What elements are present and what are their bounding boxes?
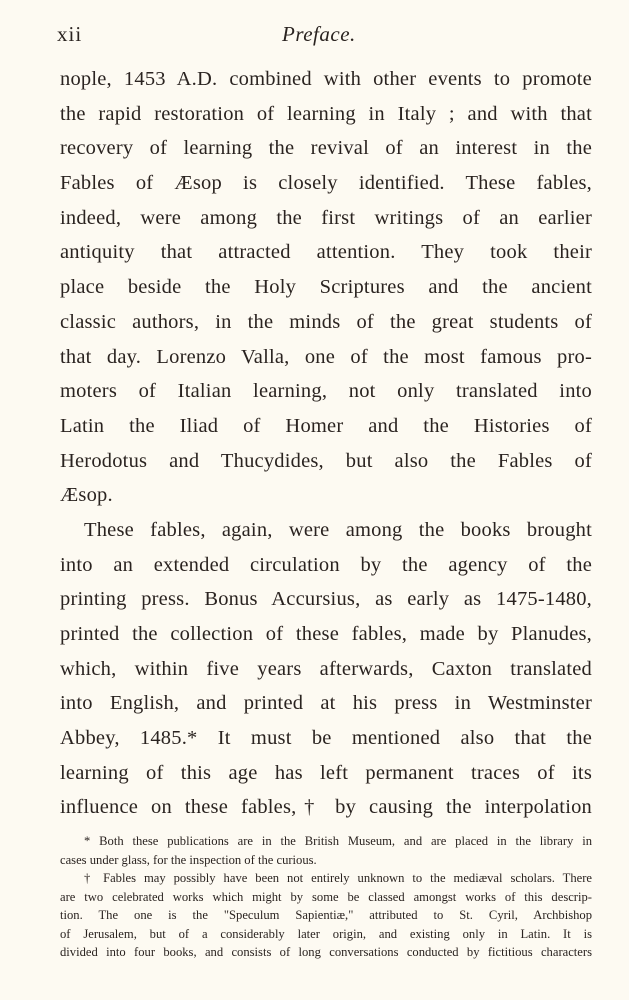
text-line: the rapid restoration of learning in Italy ; and with that [60,102,592,125]
text-line: recovery of learning the revival of an interest in the [60,137,592,160]
text-line: antiquity that attracted attention. They took their [60,241,592,264]
text-line: moters of Italian learning, not only translated into [60,380,592,403]
page-number: xii [57,22,83,46]
text-line: These fables, again, were among the books brought [84,518,592,541]
text-line: which, within five years afterwards, Caxton translated [60,657,592,680]
text-line: classic authors, in the minds of the great students of [60,310,592,333]
footnote-line: are two celebrated works which might by some be classed amongst works of this descrip- [60,889,592,904]
footnote-line: tion. The one is the "Speculum Sapientiæ," attributed to St. Cyril, Archbishop [60,908,592,922]
text-line: Æsop. [60,484,113,507]
text-line: indeed, were among the first writings of an earlier [60,206,592,229]
text-line: Abbey, 1485.* It must be mentioned also that the [60,727,592,750]
text-line: that day. Lorenzo Valla, one of the most famous pro- [60,345,592,368]
footnote-line: † Fables may possibly have been not entirely unknown to the mediæval scholars. There [84,871,592,885]
footnotes [60,832,592,962]
text-line: into an extended circulation by the agency of the [60,553,592,576]
text-line: learning of this age has left permanent traces of its [60,761,592,784]
text-line: nople, 1453 A.D. combined with other events to promote [60,68,592,90]
text-line: Herodotus and Thucydides, but also the Fables of [60,449,592,472]
footnote-line: * Both these publications are in the British Museum, and are placed in the library in [84,834,592,848]
running-title: Preface. [282,22,356,46]
text-line: Latin the Iliad of Homer and the Histories of [60,414,592,437]
text-line: place beside the Holy Scriptures and the ancient [60,276,592,299]
text-line: Fables of Æsop is closely identified. These fables, [60,172,592,195]
text-line: into English, and printed at his press in Westminster [60,692,592,715]
footnote-line: cases under glass, for the inspection of the curious. [60,852,317,867]
text-line: influence on these fables,† by causing the interpolation [60,796,592,819]
text-line: printed the collection of these fables, made by Planudes, [60,623,592,645]
page-header [57,22,592,52]
text-line: printing press. Bonus Accursius, as early as 1475-1480, [60,588,592,611]
main-text [60,62,592,825]
footnote-line: divided into four books, and consists of long conversations conducted by fictitious characters [60,945,592,959]
footnote-line: of Jerusalem, but of a considerably later origin, and existing only in Latin. It is [60,926,592,941]
